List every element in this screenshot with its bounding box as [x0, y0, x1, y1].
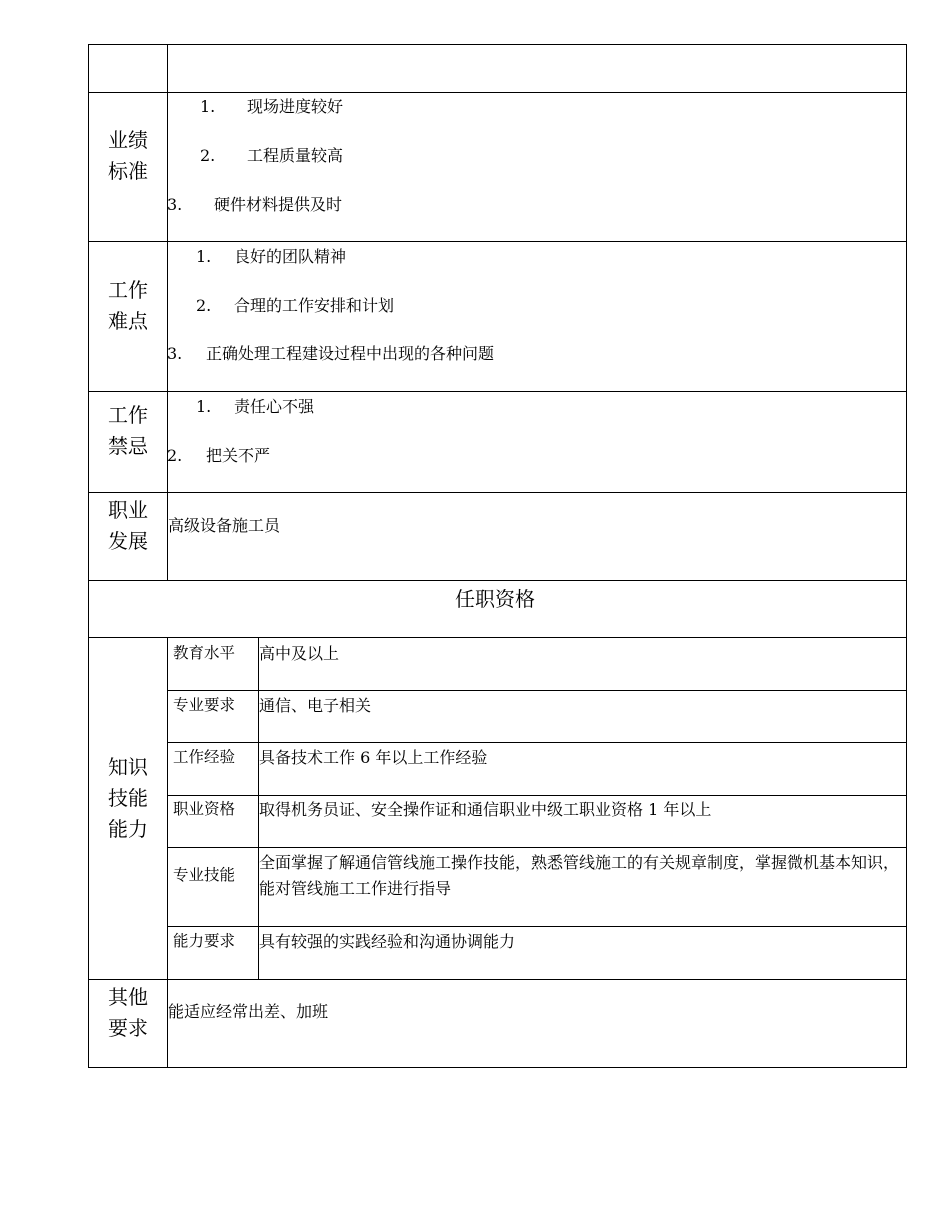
- row-divider: [88, 637, 907, 638]
- list-item: 现场进度较好: [247, 97, 344, 116]
- list-item: 硬件材料提供及时: [214, 195, 343, 214]
- qualification-value: 取得机务员证、安全操作证和通信职业中级工职业资格 1 年以上: [259, 800, 712, 819]
- list-item-number: 1.: [196, 247, 212, 266]
- qualification-group-label: 知识 技能 能力: [108, 755, 148, 841]
- list-item: 良好的团队精神: [234, 247, 347, 266]
- list-item-number: 2.: [196, 296, 212, 315]
- other-value: 能适应经常出差、加班: [168, 1002, 329, 1021]
- list-item-number: 3.: [167, 195, 183, 214]
- other-label: 其他 要求: [108, 985, 148, 1040]
- row-divider: [88, 979, 907, 980]
- performance-label: 业绩 标准: [108, 128, 148, 183]
- list-item-number: 2.: [200, 146, 216, 165]
- qualification-key: 工作经验: [173, 748, 236, 766]
- row-divider: [88, 391, 907, 392]
- row-divider: [167, 795, 907, 796]
- list-item: 合理的工作安排和计划: [234, 296, 395, 315]
- row-divider: [88, 492, 907, 493]
- difficulty-label: 工作 难点: [108, 278, 148, 333]
- qualifications-title: 任职资格: [455, 587, 535, 611]
- list-item: 责任心不强: [234, 397, 315, 416]
- career-label: 职业 发展: [108, 498, 148, 553]
- qualification-value: 具有较强的实践经验和沟通协调能力: [259, 932, 516, 951]
- qualification-key: 专业技能: [173, 866, 236, 884]
- qualification-value: 全面掌握了解通信管线施工操作技能，熟悉管线施工的有关规章制度，掌握微机基本知识，能对管线施工工作进行指导: [259, 853, 900, 898]
- list-item-number: 1.: [196, 397, 212, 416]
- row-divider: [88, 580, 907, 581]
- list-item-number: 3.: [167, 344, 183, 363]
- list-item: 把关不严: [206, 446, 271, 465]
- qualification-value: 高中及以上: [259, 644, 340, 663]
- qualification-key: 专业要求: [173, 696, 236, 714]
- list-item: 工程质量较高: [247, 146, 344, 165]
- table-border-right: [906, 44, 907, 1068]
- taboo-label: 工作 禁忌: [108, 403, 148, 458]
- table-border-top: [88, 44, 907, 45]
- row-divider: [88, 241, 907, 242]
- qualification-key: 职业资格: [173, 800, 236, 818]
- qualification-value: 通信、电子相关: [259, 696, 372, 715]
- row-divider: [167, 690, 907, 691]
- row-divider: [167, 926, 907, 927]
- list-item: 正确处理工程建设过程中出现的各种问题: [206, 344, 495, 363]
- list-item-number: 1.: [200, 97, 216, 116]
- row-divider: [167, 847, 907, 848]
- qualification-value: 具备技术工作 6 年以上工作经验: [259, 748, 488, 767]
- row-divider: [88, 92, 907, 93]
- row-divider: [167, 742, 907, 743]
- list-item-number: 2.: [167, 446, 183, 465]
- qualification-key: 能力要求: [173, 932, 236, 950]
- table-border-bottom: [88, 1067, 907, 1068]
- qualification-key: 教育水平: [173, 644, 236, 662]
- career-value: 高级设备施工员: [168, 516, 281, 535]
- column-divider: [167, 44, 168, 581]
